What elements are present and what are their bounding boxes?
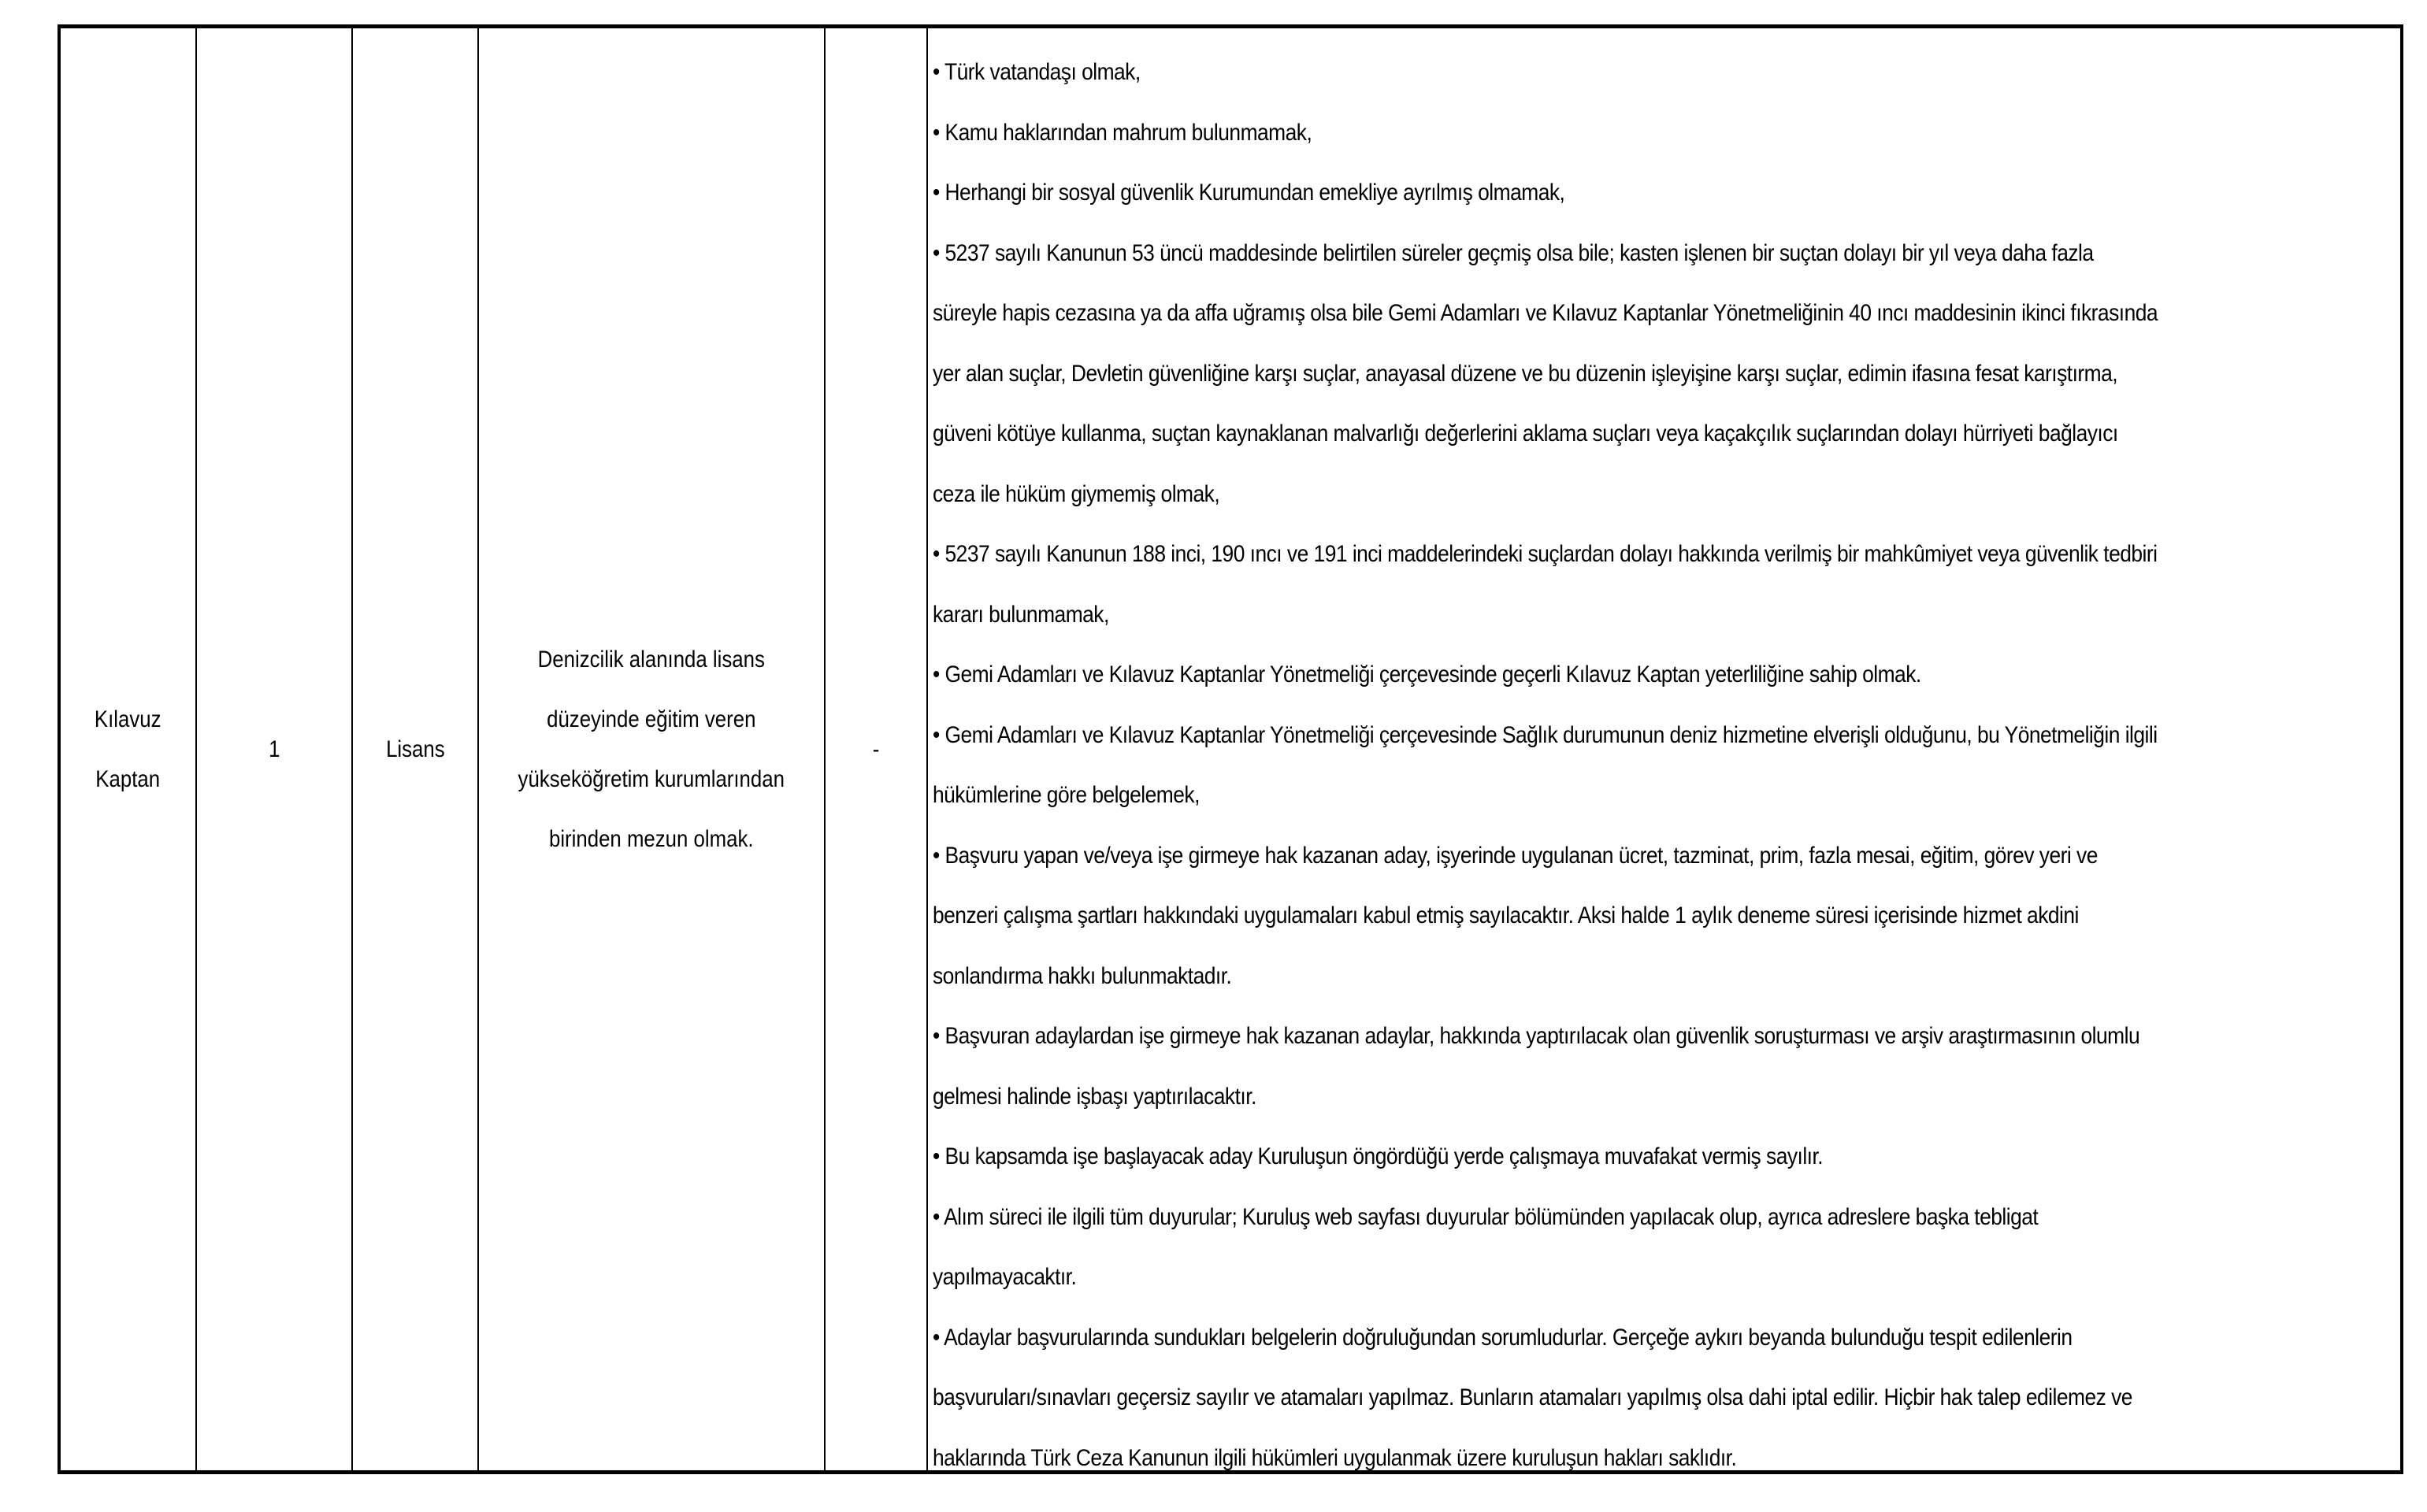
- graduation-requirement-line: düzeyinde eğitim veren: [547, 706, 756, 732]
- requirement-line: güveni kötüye kullanma, suçtan kaynaklanan malvarlığı değerlerini aklama suçları veya kaçakçılık suçlarından dolayı hürriyeti bağlayıcı: [933, 421, 2118, 447]
- requirement-line: sonlandırma hakkı bulunmaktadır.: [933, 962, 1232, 989]
- requirement-line: gelmesi halinde işbaşı yaptırılacaktır.: [933, 1083, 1256, 1110]
- requirement-line: • Başvuru yapan ve/veya işe girmeye hak kazanan aday, işyerinde uygulanan ücret, tazminat, prim, fazla mesai, eğitim, görev yeri ve: [933, 842, 2098, 869]
- position-title-cell: [61, 28, 197, 1470]
- quota-cell: [197, 28, 353, 1470]
- position-title: [95, 690, 161, 810]
- requirement-line: • Kamu haklarından mahrum bulunmamak,: [933, 119, 1312, 146]
- requirement-line: haklarında Türk Ceza Kanunun ilgili hükümleri uygulanmak üzere kuruluşun hakları saklıdır.: [933, 1444, 1737, 1471]
- graduation-requirement: [518, 630, 785, 869]
- graduation-requirement-cell: [479, 28, 826, 1470]
- general-requirements-cell: [928, 28, 2400, 1470]
- graduation-requirement-line: Denizcilik alanında lisans: [537, 646, 766, 673]
- position-title-line: Kılavuz: [95, 706, 161, 732]
- requirements-table: [58, 24, 2403, 1474]
- requirement-line: • Gemi Adamları ve Kılavuz Kaptanlar Yönetmeliği çerçevesinde geçerli Kılavuz Kaptan yeterliliğine sahip olmak.: [933, 662, 1921, 687]
- requirement-line: yer alan suçlar, Devletin güvenliğine karşı suçlar, anayasal düzene ve bu düzenin işleyişine karşı suçlar, edimin ifasına fesat karıştırma,: [933, 360, 2118, 387]
- requirement-line: hükümlerine göre belgelemek,: [933, 782, 1200, 808]
- requirement-line: • Bu kapsamda işe başlayacak aday Kuruluşun öngördüğü yerde çalışmaya muvafakat vermiş sayılır.: [933, 1143, 1824, 1169]
- education-level-value: Lisans: [385, 736, 445, 762]
- requirement-line: • Başvuran adaylardan işe girmeye hak kazanan adaylar, hakkında yaptırılacak olan güvenlik soruşturması ve arşiv araştırmasının olumlu: [933, 1023, 2140, 1049]
- requirement-line: yapılmayacaktır.: [933, 1264, 1077, 1290]
- requirement-line: süreyle hapis cezasına ya da affa uğramış olsa bile Gemi Adamları ve Kılavuz Kaptanlar Yönetmeliğinin 40 ıncı maddesinin ikinci fıkrasında: [933, 300, 2158, 326]
- requirement-line: • Türk vatandaşı olmak,: [933, 59, 1141, 85]
- requirement-line: • 5237 sayılı Kanunun 188 inci, 190 ıncı ve 191 inci maddelerindeki suçlardan dolayı hakkında verilmiş bir mahkûmiyet veya güvenlik tedbiri: [933, 541, 2158, 567]
- requirement-line: ceza ile hüküm giymemiş olmak,: [933, 480, 1220, 507]
- requirement-line: kararı bulunmamak,: [933, 601, 1109, 628]
- education-level-cell: [353, 28, 479, 1470]
- age-limit-value: -: [872, 736, 880, 762]
- requirement-line: • Alım süreci ile ilgili tüm duyurular; Kuruluş web sayfası duyurular bölümünden yapılacak olup, ayrıca adreslere başka tebligat: [933, 1203, 2039, 1230]
- requirement-line: • Adaylar başvurularında sundukları belgelerin doğruluğundan sorumludurlar. Gerçeğe aykırı beyanda bulunduğu tespit edilenlerin: [933, 1324, 2073, 1351]
- age-limit-cell: [826, 28, 928, 1470]
- requirement-line: benzeri çalışma şartları hakkındaki uygulamaları kabul etmiş sayılacaktır. Aksi halde 1 aylık deneme süresi içerisinde hizmet akdini: [933, 902, 2079, 928]
- requirement-line: • Gemi Adamları ve Kılavuz Kaptanlar Yönetmeliği çerçevesinde Sağlık durumunun deniz hizmetine elverişli olduğunu, bu Yönetmeliğin ilgili: [933, 721, 2158, 748]
- graduation-requirement-line: yükseköğretim kurumlarından: [518, 765, 785, 792]
- requirement-line: başvuruları/sınavları geçersiz sayılır ve atamaları yapılmaz. Bunların atamaları yapılmış olsa dahi iptal edilir. Hiçbir hak talep edilemez ve: [933, 1384, 2132, 1410]
- requirement-line: • 5237 sayılı Kanunun 53 üncü maddesinde belirtilen süreler geçmiş olsa bile; kasten işlenen bir suçtan dolayı bir yıl veya daha fazla: [933, 239, 2094, 266]
- quota-value: 1: [268, 736, 280, 762]
- requirement-line: • Herhangi bir sosyal güvenlik Kurumundan emekliye ayrılmış olmamak,: [933, 180, 1565, 206]
- graduation-requirement-line: birinden mezun olmak.: [549, 825, 754, 852]
- position-title-line: Kaptan: [95, 765, 161, 792]
